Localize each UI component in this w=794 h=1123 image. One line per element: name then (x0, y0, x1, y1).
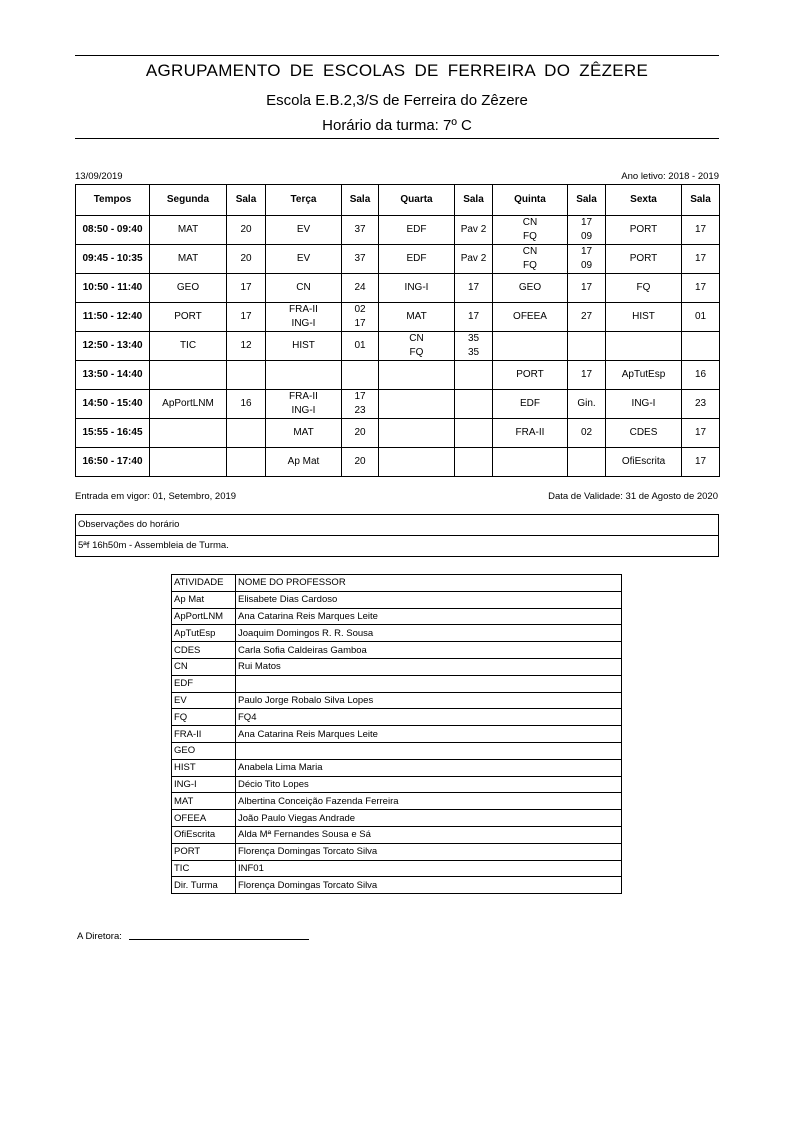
schedule-cell: 17 09 (568, 245, 606, 274)
schedule-cell (379, 361, 455, 390)
schedule-cell: 27 (568, 303, 606, 332)
schedule-cell: ING-I (606, 390, 682, 419)
schedule-cell: 37 (342, 245, 379, 274)
teacher-name-cell: Florença Domingas Torcato Silva (236, 877, 622, 894)
schedule-cell: 37 (342, 216, 379, 245)
activity-cell: CDES (172, 642, 236, 659)
teacher-row (172, 759, 622, 776)
schedule-header-6: Sala (455, 185, 493, 216)
schedule-cell: 17 (455, 303, 493, 332)
schedule-cell: ApTutEsp (606, 361, 682, 390)
schedule-cell: 23 (682, 390, 720, 419)
schedule-cell: 17 (227, 274, 266, 303)
schedule-cell (455, 390, 493, 419)
teacher-name-cell: INF01 (236, 860, 622, 877)
time-slot-cell: 12:50 - 13:40 (76, 332, 150, 361)
schedule-cell: 02 17 (342, 303, 379, 332)
schedule-cell: 20 (342, 419, 379, 448)
teacher-row (172, 742, 622, 759)
teacher-name-cell: Anabela Lima Maria (236, 759, 622, 776)
schedule-cell: FRA-II (493, 419, 568, 448)
schedule-header-3: Terça (266, 185, 342, 216)
schedule-row (76, 448, 720, 477)
schedule-header-4: Sala (342, 185, 379, 216)
top-rule (75, 55, 719, 56)
schedule-cell: CN (266, 274, 342, 303)
activity-cell: TIC (172, 860, 236, 877)
schedule-cell (266, 361, 342, 390)
activity-cell: EDF (172, 675, 236, 692)
schedule-header-row (76, 185, 720, 216)
schedule-cell: Pav 2 (455, 216, 493, 245)
teacher-row (172, 860, 622, 877)
schedule-cell (342, 361, 379, 390)
schedule-cell: HIST (606, 303, 682, 332)
schedule-cell: GEO (150, 274, 227, 303)
teacher-name-cell: Florença Domingas Torcato Silva (236, 843, 622, 860)
schedule-cell: EDF (379, 245, 455, 274)
schedule-cell: 12 (227, 332, 266, 361)
schedule-cell: OfiEscrita (606, 448, 682, 477)
activity-cell: Ap Mat (172, 591, 236, 608)
activity-cell: FRA-II (172, 726, 236, 743)
schedule-cell (493, 332, 568, 361)
teacher-name-cell: Elisabete Dias Cardoso (236, 591, 622, 608)
schedule-cell: 20 (227, 245, 266, 274)
schedule-cell: FQ (606, 274, 682, 303)
schedule-cell (150, 448, 227, 477)
teacher-row (172, 810, 622, 827)
teacher-row (172, 776, 622, 793)
time-slot-cell: 15:55 - 16:45 (76, 419, 150, 448)
teacher-name-cell: Ana Catarina Reis Marques Leite (236, 608, 622, 625)
schedule-cell: MAT (266, 419, 342, 448)
schedule-header-5: Quarta (379, 185, 455, 216)
activity-cell: ING-I (172, 776, 236, 793)
teachers-header-row (172, 575, 622, 592)
activity-cell: OFEEA (172, 810, 236, 827)
teacher-row (172, 658, 622, 675)
schedule-cell: PORT (606, 245, 682, 274)
teacher-name-cell: Ana Catarina Reis Marques Leite (236, 726, 622, 743)
schedule-cell (379, 390, 455, 419)
schedule-header-10: Sala (682, 185, 720, 216)
observations-title: Observações do horário (78, 519, 180, 530)
schedule-cell: 24 (342, 274, 379, 303)
schedule-cell: 17 (682, 274, 720, 303)
print-date: 13/09/2019 (75, 171, 123, 182)
header-bottom-rule (75, 138, 719, 139)
schedule-header-1: Segunda (150, 185, 227, 216)
schedule-cell (227, 361, 266, 390)
schedule-cell: EV (266, 216, 342, 245)
schedule-cell: 17 (682, 448, 720, 477)
schedule-cell (606, 332, 682, 361)
teacher-row (172, 726, 622, 743)
activity-cell: OfiEscrita (172, 826, 236, 843)
schedule-cell: 20 (227, 216, 266, 245)
schedule-cell (455, 448, 493, 477)
schedule-header-8: Sala (568, 185, 606, 216)
observations-text: 5ªf 16h50m - Assembleia de Turma. (76, 535, 718, 556)
activity-cell: HIST (172, 759, 236, 776)
activity-cell: ApTutEsp (172, 625, 236, 642)
school-name: Escola E.B.2,3/S de Ferreira do Zêzere (266, 92, 528, 109)
teacher-row (172, 793, 622, 810)
schedule-header-7: Quinta (493, 185, 568, 216)
schedule-row (76, 361, 720, 390)
schedule-cell: 17 09 (568, 216, 606, 245)
schedule-cell (227, 448, 266, 477)
schedule-cell (568, 332, 606, 361)
teacher-name-cell (236, 675, 622, 692)
schedule-cell: Pav 2 (455, 245, 493, 274)
schedule-cell: CN FQ (379, 332, 455, 361)
schedule-cell: 01 (342, 332, 379, 361)
schedule-cell: OFEEA (493, 303, 568, 332)
teacher-row (172, 642, 622, 659)
time-slot-cell: 11:50 - 12:40 (76, 303, 150, 332)
teacher-row (172, 591, 622, 608)
time-slot-cell: 14:50 - 15:40 (76, 390, 150, 419)
activity-cell: GEO (172, 742, 236, 759)
schedule-cell: 17 23 (342, 390, 379, 419)
schedule-header-9: Sexta (606, 185, 682, 216)
schedule-cell: ApPortLNM (150, 390, 227, 419)
organization-title: AGRUPAMENTO DE ESCOLAS DE FERREIRA DO ZÊZERE (145, 61, 649, 80)
schedule-cell: MAT (150, 245, 227, 274)
schedule-table (75, 184, 720, 477)
time-slot-cell: 10:50 - 11:40 (76, 274, 150, 303)
signature-label: A Diretora: (77, 931, 122, 942)
schedule-cell: Ap Mat (266, 448, 342, 477)
teacher-row (172, 877, 622, 894)
schedule-cell (150, 419, 227, 448)
teacher-row (172, 826, 622, 843)
effective-date: Entrada em vigor: 01, Setembro, 2019 (75, 491, 237, 502)
schedule-cell: PORT (150, 303, 227, 332)
schedule-row (76, 332, 720, 361)
activity-cell: ApPortLNM (172, 608, 236, 625)
schedule-row (76, 274, 720, 303)
activity-cell: PORT (172, 843, 236, 860)
schedule-cell (455, 361, 493, 390)
time-slot-cell: 13:50 - 14:40 (76, 361, 150, 390)
schedule-cell: 17 (682, 419, 720, 448)
teacher-name-cell: Paulo Jorge Robalo Silva Lopes (236, 692, 622, 709)
teacher-row (172, 625, 622, 642)
school-year: Ano letivo: 2018 - 2019 (621, 171, 719, 182)
schedule-cell: GEO (493, 274, 568, 303)
schedule-cell (379, 448, 455, 477)
teacher-row (172, 608, 622, 625)
schedule-cell: 35 35 (455, 332, 493, 361)
schedule-cell (150, 361, 227, 390)
teacher-name-cell: Décio Tito Lopes (236, 776, 622, 793)
schedule-cell: TIC (150, 332, 227, 361)
schedule-cell: 01 (682, 303, 720, 332)
schedule-cell: FRA-II ING-I (266, 390, 342, 419)
teacher-name-cell: Carla Sofia Caldeiras Gamboa (236, 642, 622, 659)
schedule-cell: MAT (379, 303, 455, 332)
schedule-row (76, 303, 720, 332)
teacher-name-cell: Alda Mª Fernandes Sousa e Sá (236, 826, 622, 843)
activity-cell: FQ (172, 709, 236, 726)
schedule-row (76, 245, 720, 274)
schedule-cell: CN FQ (493, 245, 568, 274)
activity-cell: CN (172, 658, 236, 675)
schedule-cell: 16 (227, 390, 266, 419)
teacher-row (172, 692, 622, 709)
schedule-cell: ING-I (379, 274, 455, 303)
teacher-name-cell: João Paulo Viegas Andrade (236, 810, 622, 827)
activity-cell: EV (172, 692, 236, 709)
validity-date: Data de Validade: 31 de Agosto de 2020 (548, 491, 718, 502)
time-slot-cell: 09:45 - 10:35 (76, 245, 150, 274)
activity-cell: Dir. Turma (172, 877, 236, 894)
time-slot-cell: 08:50 - 09:40 (76, 216, 150, 245)
schedule-cell: 17 (568, 274, 606, 303)
teachers-header-1: NOME DO PROFESSOR (236, 575, 622, 592)
schedule-cell: 02 (568, 419, 606, 448)
time-slot-cell: 16:50 - 17:40 (76, 448, 150, 477)
schedule-cell: PORT (606, 216, 682, 245)
teacher-row (172, 709, 622, 726)
teacher-row (172, 843, 622, 860)
schedule-cell: CN FQ (493, 216, 568, 245)
schedule-cell: EDF (379, 216, 455, 245)
teacher-name-cell: Joaquim Domingos R. R. Sousa (236, 625, 622, 642)
schedule-cell (568, 448, 606, 477)
schedule-cell: 17 (682, 216, 720, 245)
schedule-header-0: Tempos (76, 185, 150, 216)
schedule-cell: EDF (493, 390, 568, 419)
schedule-cell (227, 419, 266, 448)
schedule-cell: FRA-II ING-I (266, 303, 342, 332)
teachers-header-0: ATIVIDADE (172, 575, 236, 592)
schedule-cell: EV (266, 245, 342, 274)
teacher-name-cell: Rui Matos (236, 658, 622, 675)
schedule-row (76, 419, 720, 448)
schedule-header-2: Sala (227, 185, 266, 216)
schedule-cell: 17 (682, 245, 720, 274)
schedule-cell: 16 (682, 361, 720, 390)
schedule-cell: 20 (342, 448, 379, 477)
schedule-cell (455, 419, 493, 448)
class-schedule-title: Horário da turma: 7º C (322, 117, 472, 134)
schedule-cell: HIST (266, 332, 342, 361)
signature-line (129, 939, 309, 940)
teacher-name-cell (236, 742, 622, 759)
teacher-row (172, 675, 622, 692)
teacher-name-cell: FQ4 (236, 709, 622, 726)
teachers-table (171, 574, 622, 894)
schedule-cell: MAT (150, 216, 227, 245)
schedule-row (76, 390, 720, 419)
schedule-cell (379, 419, 455, 448)
schedule-cell: 17 (568, 361, 606, 390)
schedule-cell: 17 (455, 274, 493, 303)
teacher-name-cell: Albertina Conceição Fazenda Ferreira (236, 793, 622, 810)
schedule-row (76, 216, 720, 245)
schedule-cell (682, 332, 720, 361)
schedule-cell (493, 448, 568, 477)
activity-cell: MAT (172, 793, 236, 810)
observations-box (75, 514, 719, 557)
schedule-cell: CDES (606, 419, 682, 448)
schedule-cell: PORT (493, 361, 568, 390)
schedule-cell: 17 (227, 303, 266, 332)
schedule-cell: Gin. (568, 390, 606, 419)
